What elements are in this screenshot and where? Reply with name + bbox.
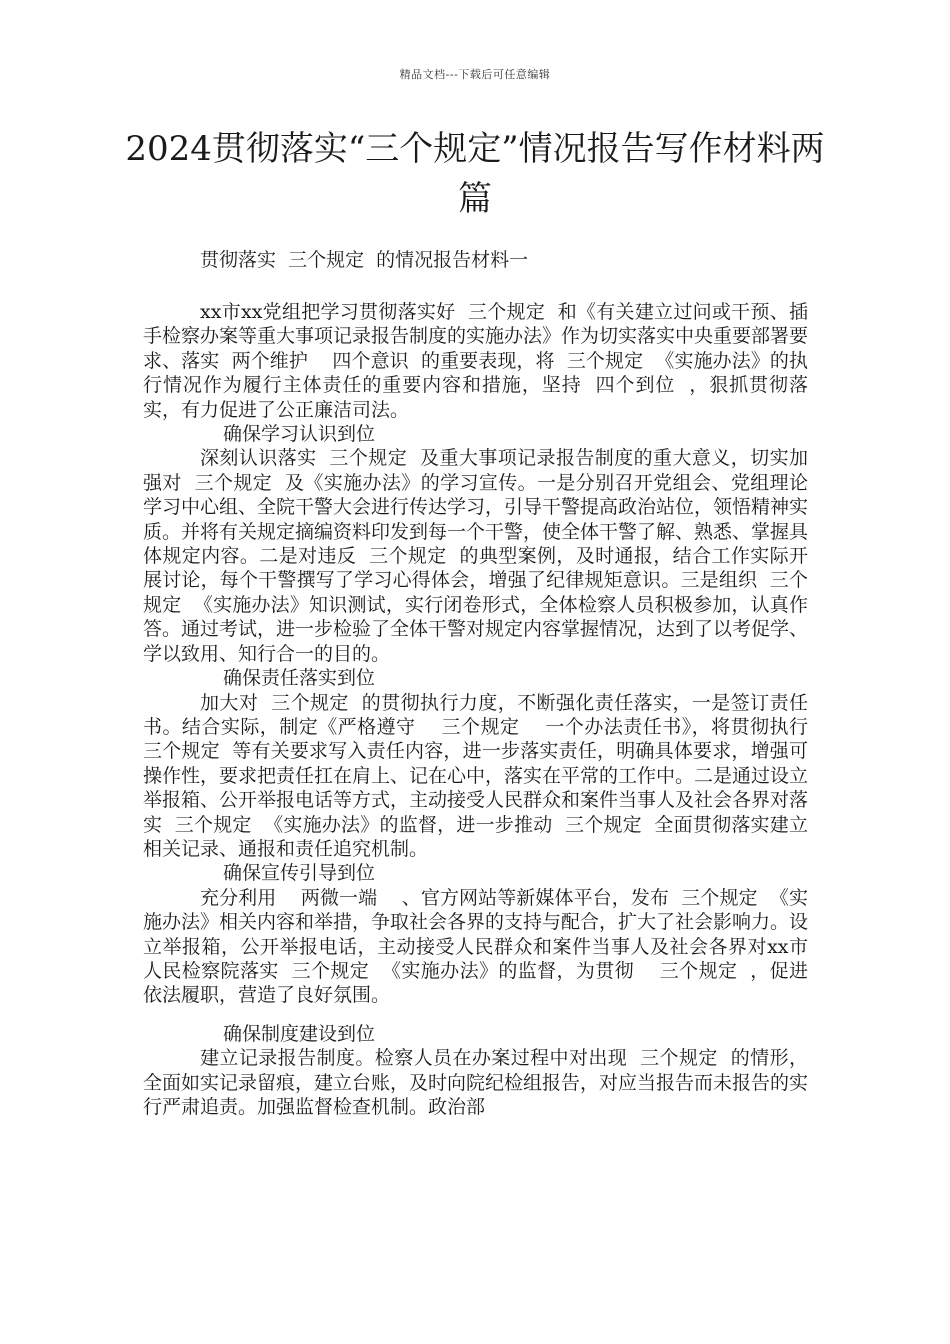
section-heading: 确保制度建设到位: [223, 1022, 376, 1045]
document-subtitle: 贯彻落实 三个规定 的情况报告材料一: [200, 249, 529, 271]
header-note: 精品文档---下载后可任意编辑: [399, 68, 551, 81]
section-heading: 确保责任落实到位: [223, 667, 376, 690]
section-paragraph: 充分利用 两微一端 、官方网站等新媒体平台，发布 三个规定 《实施办法》相关内容和举措，争取社会各界的支持与配合，扩大了社会影响力。设立举报箱，公开举报电话，主动接受人民群众和案件当事人及社会各界对xx市人民检察院落实 三个规定 《实施办法》的监督，为贯彻 三个规定 ，促进依法履职，营造了良好氛围。: [143, 886, 809, 1007]
section-heading: 确保学习认识到位: [223, 423, 376, 446]
document-body: [143, 300, 821, 1119]
document-title: 2024贯彻落实“三个规定”情况报告写作材料两篇: [125, 129, 825, 219]
section-paragraph: 加大对 三个规定 的贯彻执行力度，不断强化责任落实，一是签订责任书。结合实际，制定《严格遵守 三个规定 一个办法责任书》，将贯彻执行 三个规定 等有关要求写入责任内容，进一步落实责任，明确具体要求，增强可操作性，要求把责任扛在肩上、记在心中，落实在平常的工作中。二是通过设立举报箱、公开举报电话等方式，主动接受人民群众和案件当事人及社会各界对落实 三个规定 《实施办法》的监督，进一步推动 三个规定 全面贯彻落实建立相关记录、通报和责任追究机制。: [143, 691, 821, 860]
section-heading: 确保宣传引导到位: [223, 862, 376, 885]
section-paragraph: 深刻认识落实 三个规定 及重大事项记录报告制度的重大意义，切实加强对 三个规定 及《实施办法》的学习宣传。一是分别召开党组会、党组理论学习中心组、全院干警大会进行传达学习，引导干警提高政治站位，领悟精神实质。并将有关规定摘编资料印发到每一个干警，使全体干警了解、熟悉、掌握具体规定内容。二是对违反 三个规定 的典型案例，及时通报，结合工作实际开展讨论，每个干警撰写了学习心得体会，增强了纪律规矩意识。三是组织 三个规定 《实施办法》知识测试，实行闭卷形式，全体检察人员积极参加，认真作答。通过考试，进一步检验了全体干警对规定内容掌握情况，达到了以考促学、学以致用、知行合一的目的。: [143, 447, 809, 665]
section-paragraph: 建立记录报告制度。检察人员在办案过程中对出现 三个规定 的情形，全面如实记录留痕，建立台账，及时向院纪检组报告，对应当报告而未报告的实行严肃追责。加强监督检查机制。政治部: [143, 1047, 809, 1118]
intro-paragraph: xx市xx党组把学习贯彻落实好 三个规定 和《有关建立过问或干预、插手检察办案等重大事项记录报告制度的实施办法》作为切实落实中央重要部署要求、落实 两个维护 四个意识 的重要表现，将 三个规定 《实施办法》的执行情况作为履行主体责任的重要内容和措施，坚持 四个到位 ，狠抓贯彻落实，有力促进了公正廉洁司法。: [143, 301, 809, 421]
